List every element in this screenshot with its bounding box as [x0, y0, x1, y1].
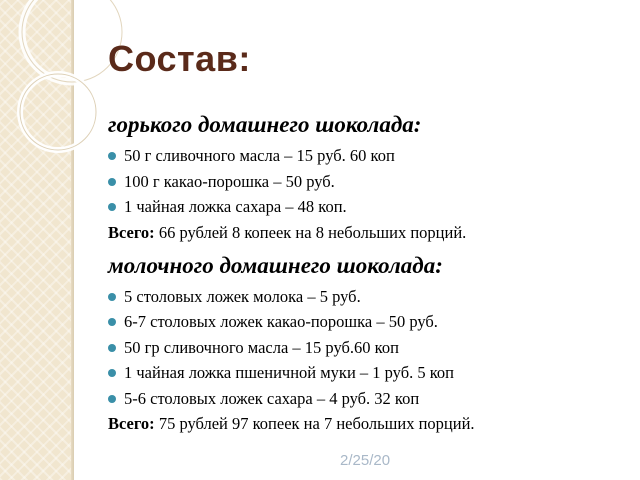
ingredient-list-dark — [108, 144, 628, 219]
bullet-icon — [108, 178, 116, 186]
list-item-text: 50 г сливочного масла – 15 руб. 60 коп — [124, 146, 395, 165]
total-text: 66 рублей 8 копеек на 8 небольших порций. — [154, 222, 467, 242]
bullet-icon — [108, 203, 116, 211]
total-text: 75 рублей 97 копеек на 7 небольших порций. — [154, 414, 475, 433]
list-item — [108, 285, 628, 309]
list-item-text: 6-7 столовых ложек какао-порошка – 50 руб. — [124, 312, 438, 331]
bullet-icon — [108, 369, 116, 377]
total-label: Всего: — [108, 414, 155, 433]
list-item-text: 100 г какао-порошка – 50 руб. — [124, 171, 335, 191]
decorative-ring-top — [22, 0, 122, 82]
list-item — [108, 310, 628, 334]
bullet-icon — [108, 152, 116, 160]
section-heading-text: горького домашнего шоколада — [108, 112, 414, 137]
total-line-milk — [108, 412, 628, 436]
list-item-text: 5 столовых ложек молока – 5 руб. — [124, 286, 361, 306]
list-item — [108, 170, 628, 194]
list-item — [108, 361, 628, 385]
bullet-icon — [108, 293, 116, 301]
ingredient-list-milk — [108, 285, 628, 411]
list-item-text: 1 чайная ложка сахара – 48 коп. — [124, 197, 347, 216]
list-item — [108, 144, 628, 168]
slide-content — [108, 104, 628, 438]
bullet-icon — [108, 344, 116, 352]
bullet-icon — [108, 395, 116, 403]
list-item — [108, 336, 628, 360]
bullet-icon — [108, 318, 116, 326]
list-item — [108, 195, 628, 219]
list-item-text: 50 гр сливочного масла – 15 руб.60 коп — [124, 337, 399, 357]
slide-date: 2/25/20 — [340, 452, 391, 469]
slide-title: Состав: — [108, 38, 251, 79]
list-item-text: 5-6 столовых ложек сахара – 4 руб. 32 коп — [124, 388, 420, 408]
section-heading-text: молочного домашнего шоколада: — [108, 252, 443, 278]
decorative-ring-middle-outline — [20, 74, 96, 150]
list-item — [108, 387, 628, 411]
section-heading-suffix: : — [413, 112, 422, 137]
section-heading-milk-chocolate — [108, 251, 628, 281]
list-item-text: 1 чайная ложка пшеничной муки – 1 руб. 5 коп — [124, 363, 454, 382]
section-heading-dark-chocolate — [108, 110, 628, 140]
total-label: Всего: — [108, 222, 155, 242]
total-line-dark — [108, 221, 628, 245]
